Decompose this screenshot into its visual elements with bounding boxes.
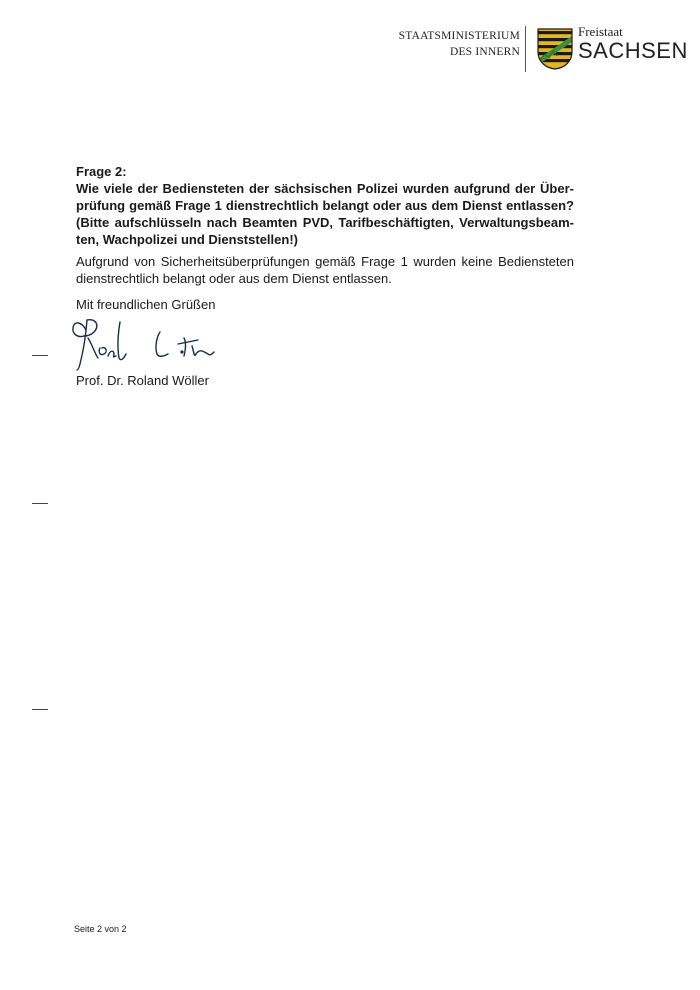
saxony-coat-of-arms-icon (537, 28, 573, 70)
state-label-big: SACHSEN (578, 38, 688, 63)
punch-mark (32, 503, 48, 504)
ministry-line-2: DES INNERN (449, 46, 520, 58)
handwritten-signature (64, 308, 224, 378)
question-block (76, 163, 574, 248)
fold-mark (32, 355, 48, 356)
closing-greeting: Mit freundlichen Grüßen (76, 297, 216, 312)
fold-mark (32, 709, 48, 710)
state-name (578, 24, 688, 63)
page-number: Seite 2 von 2 (74, 924, 127, 934)
answer-text: Aufgrund von Sicherheitsüberprüfungen gemäß Frage 1 wurden keine Bediensteten dienstrechtlich belangt oder aus dem Dienst entlassen. (76, 254, 574, 286)
state-label-small: Freistaat (578, 24, 623, 39)
ministry-line-1: STAATSMINISTERIUM (398, 30, 520, 42)
letterhead-divider (525, 26, 526, 72)
letterhead (400, 24, 690, 74)
question-text: Wie viele der Bediensteten der sächsischen Polizei wurden aufgrund der Über-prüfung gemäß Frage 1 dienstrechtlich belangt oder aus dem Dienst entlassen? (Bitte aufschlüsseln nach Beamten PVD, Tarifbeschäftigten, Verwaltungsbeam-ten, Wachpolizei und Dienststellen!) (76, 181, 574, 247)
question-label: Frage 2: (76, 164, 127, 179)
signer-name: Prof. Dr. Roland Wöller (76, 373, 209, 388)
ministry-name (399, 28, 520, 60)
